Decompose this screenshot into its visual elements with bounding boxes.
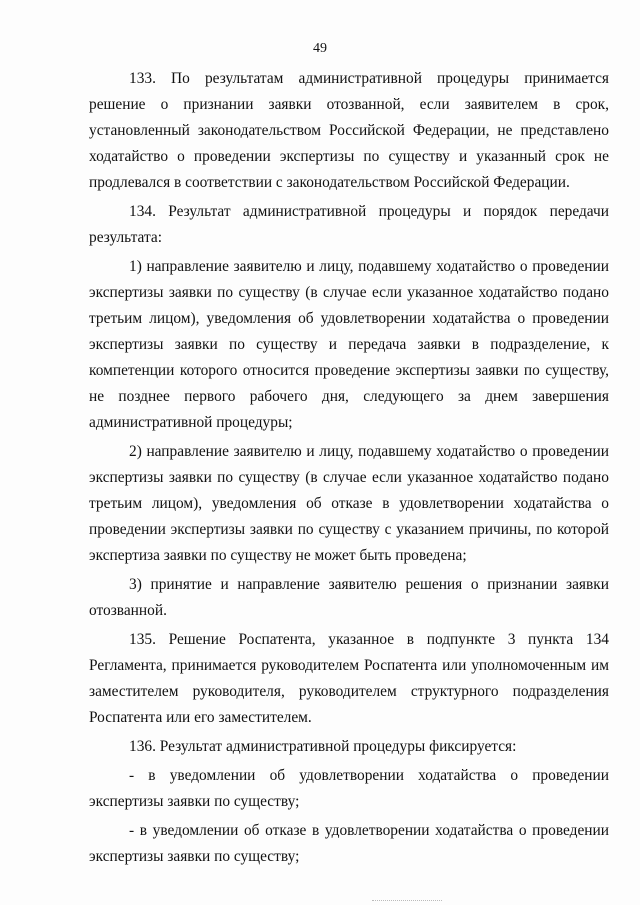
paragraph-134-item-3: 3) принятие и направление заявителю решения о признании заявки отозванной. (89, 576, 609, 619)
document-body (89, 66, 609, 870)
scan-artifact (372, 900, 442, 903)
paragraph-136: 136. Результат административной процедуры фиксируется: (129, 738, 517, 755)
paragraph-135: 135. Решение Роспатента, указанное в подпункте 3 пункта 134 Регламента, принимается руководителем Роспатента или уполномоченным им заместителем руководителя, руководителем структурного подразделения Роспатента или его заместителем. (89, 631, 609, 726)
paragraph-134-item-2: 2) направление заявителю и лицу, подавшему ходатайство о проведении экспертизы заявки по существу (в случае если указанное ходатайство подано третьим лицом), уведомления об отказе в удовлетворении ходатайства о проведении экспертизы заявки по существу с указанием причины, по которой экспертиза заявки по существу не может быть проведена; (89, 443, 609, 564)
paragraph-134-item-1: 1) направление заявителю и лицу, подавшему ходатайство о проведении экспертизы заявки по существу (в случае если указанное ходатайство подано третьим лицом), уведомления об удовлетворении ходатайства о проведении экспертизы заявки по существу и передача заявки в подразделение, к компетенции которого относится проведение экспертизы заявки по существу, не позднее первого рабочего дня, следующего за днем завершения административной процедуры; (89, 258, 609, 431)
paragraph-133: 133. По результатам административной процедуры принимается решение о признании заявки отозванной, если заявителем в срок, установленный законодательством Российской Федерации, не представлено ходатайство о проведении экспертизы по существу и указанный срок не продлевался в соответствии с законодательством Российской Федерации. (89, 70, 609, 191)
paragraph-134: 134. Результат административной процедуры и порядок передачи результата: (89, 203, 609, 246)
page-number: 49 (313, 41, 327, 56)
paragraph-136-item-a: - в уведомлении об удовлетворении ходатайства о проведении экспертизы заявки по существу; (89, 767, 609, 810)
paragraph-136-item-b: - в уведомлении об отказе в удовлетворении ходатайства о проведении экспертизы заявки по существу; (89, 822, 609, 865)
